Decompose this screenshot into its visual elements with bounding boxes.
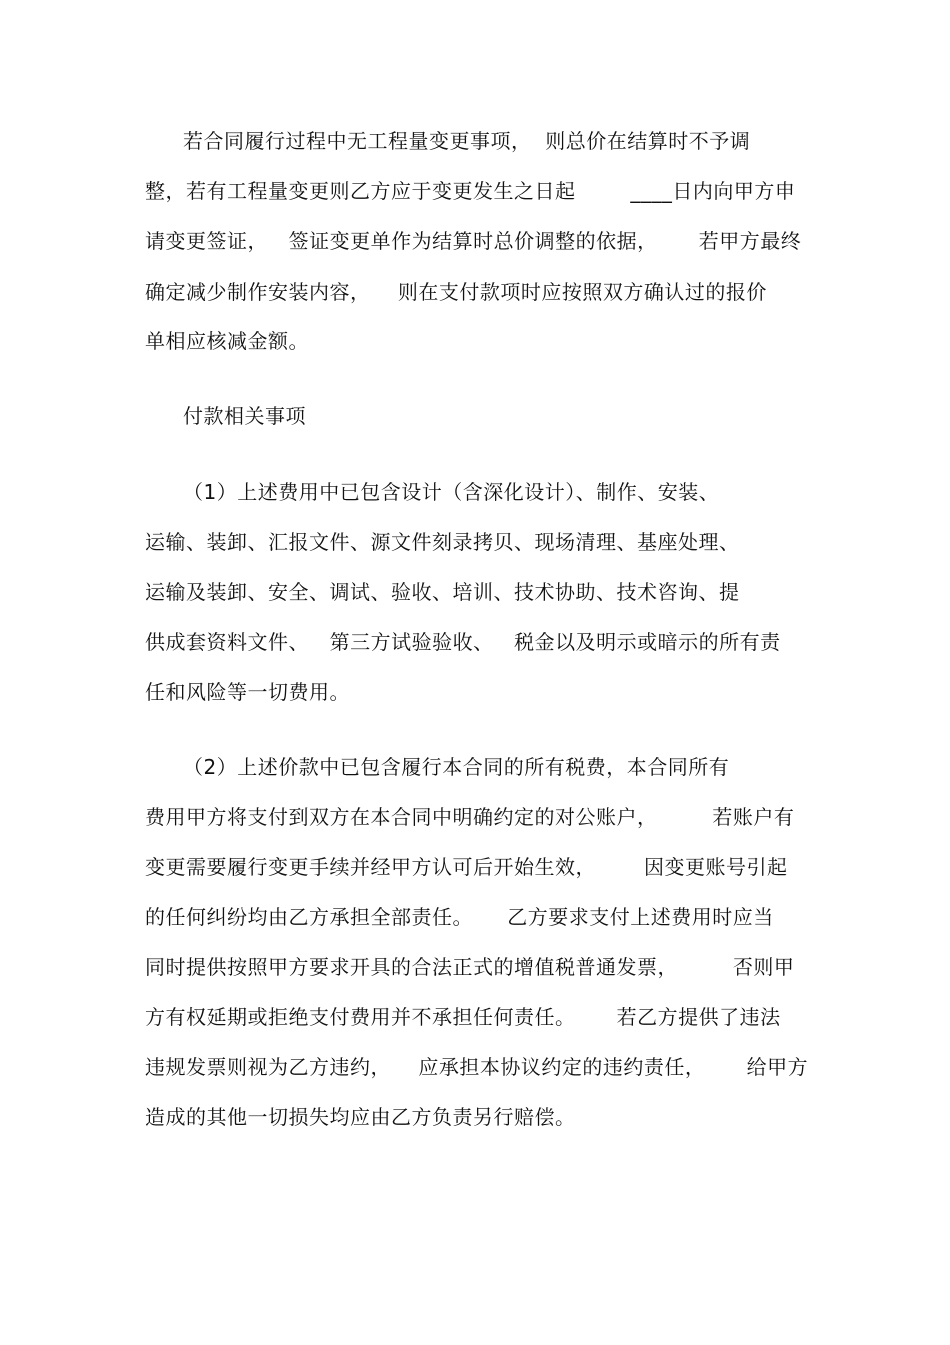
paragraph1-line-1: 若合同履行过程中无工程量变更事项， 则总价在结算时不予调 [183,129,751,153]
paragraph1-line-2: 整，若有工程量变更则乙方应于变更发生之日起 ____日内向甲方申 [145,179,796,203]
item2-line-3: 变更需要履行变更手续并经甲方认可后开始生效， 因变更账号引起 [145,855,788,879]
item1-line-3: 运输及装卸、安全、调试、验收、培训、技术协助、技术咨询、提 [145,580,740,604]
item1-line-2: 运输、装卸、汇报文件、源文件刻录拷贝、现场清理、基座处理、 [145,530,740,554]
item2-line-1: （2）上述价款中已包含履行本合同的所有税费，本合同所有 [183,755,730,779]
item1-line-4: 供成套资料文件、 第三方试验验收、 税金以及明示或暗示的所有责 [145,630,781,654]
paragraph1-line-4: 确定减少制作安装内容， 则在支付款项时应按照双方确认过的报价 [145,280,767,304]
item1-line-5: 任和风险等一切费用。 [145,680,350,704]
item2-line-4: 的任何纠纷均由乙方承担全部责任。 乙方要求支付上述费用时应当 [145,905,774,929]
paragraph1-line-3: 请变更签证， 签证变更单作为结算时总价调整的依据， 若甲方最终 [145,229,802,253]
item2-line-2: 费用甲方将支付到双方在本合同中明确约定的对公账户， 若账户有 [145,805,795,829]
item2-line-7: 违规发票则视为乙方违约， 应承担本协议约定的违约责任， 给甲方 [145,1055,809,1079]
paragraph1-line-5: 单相应核减金额。 [145,329,309,353]
item1-line-1: （1）上述费用中已包含设计（含深化设计）、制作、安装、 [183,480,720,504]
item2-line-8: 造成的其他一切损失均应由乙方负责另行赔偿。 [145,1105,576,1129]
item2-line-6: 方有权延期或拒绝支付费用并不承担任何责任。 若乙方提供了违法 [145,1005,781,1029]
item2-line-5: 同时提供按照甲方要求开具的合法正式的增值税普通发票， 否则甲 [145,955,795,979]
section-heading: 付款相关事项 [183,404,306,428]
